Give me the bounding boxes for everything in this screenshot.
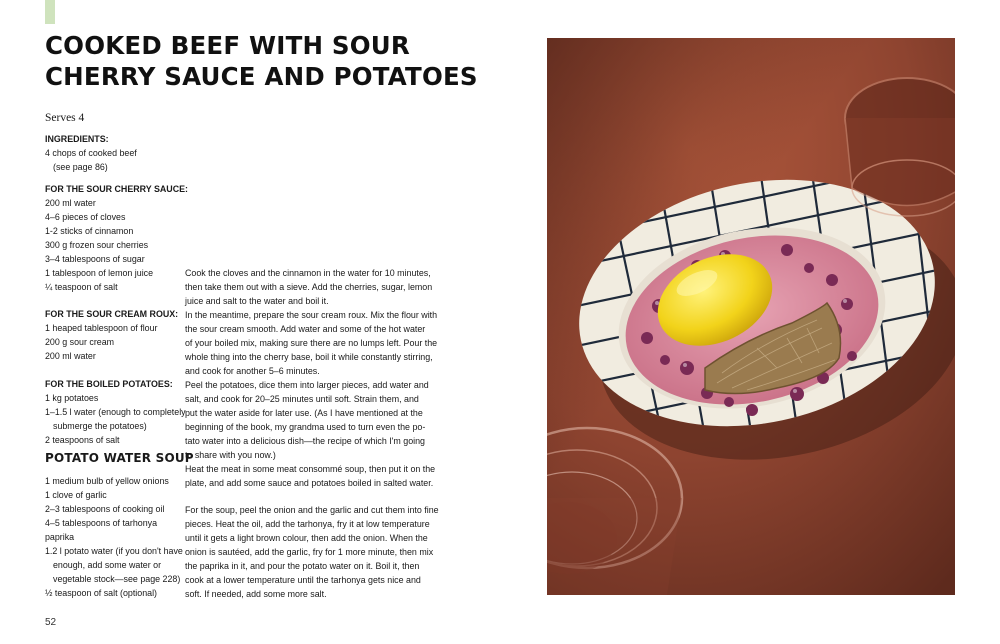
food-photo-illustration: [547, 38, 955, 595]
method-line: pieces. Heat the oil, add the tarhonya, fry it at low temperature: [185, 519, 430, 529]
method-line: of your boiled mix, making sure there are no lumps left. Pour the: [185, 338, 438, 348]
method-line: beginning of the book, my grandma used to turn even the po-: [185, 422, 426, 432]
ingredient-line: 1 kg potatoes: [45, 393, 99, 403]
method-line: Cook the cloves and the cinnamon in the water for 10 minutes,: [185, 268, 431, 278]
ingredient-line: ½ teaspoon of salt (optional): [45, 588, 157, 598]
ingredient-line: 4 chops of cooked beef: [45, 148, 137, 158]
soup-ingredients-group: [45, 474, 185, 600]
ingredient-line: 200 ml water: [45, 351, 96, 361]
potatoes-heading: FOR THE BOILED POTATOES:: [45, 379, 173, 389]
ingredient-line: submerge the potatoes): [53, 421, 147, 431]
method-line: until it gets a light brown colour, then add the onion. When the: [185, 533, 428, 543]
method-line: Heat the meat in some meat consommé soup, then put it on the: [185, 464, 436, 474]
ingredient-line: ¼ teaspoon of salt: [45, 282, 118, 292]
sauce-heading: FOR THE SOUR CHERRY SAUCE:: [45, 184, 188, 194]
title-line: COOKED BEEF WITH SOUR: [45, 31, 410, 60]
roux-heading: FOR THE SOUR CREAM ROUX:: [45, 309, 179, 319]
method-line: put the water aside for later use. (As I have mentioned at the: [185, 408, 423, 418]
serves-label: Serves 4: [45, 112, 85, 124]
sauce-ingredients-group: [45, 182, 188, 294]
method-line: For the soup, peel the onion and the garlic and cut them into fine: [185, 505, 439, 515]
ingredient-line: 1–1.5 l water (enough to completely: [45, 407, 186, 417]
ingredient-line: 2–3 tablespoons of cooking oil: [45, 504, 165, 514]
method-line: the paprika in it, and pour the potato water on it. Boil it, then: [185, 561, 420, 571]
food-photo: [547, 38, 955, 595]
soup-heading: POTATO WATER SOUP: [45, 451, 194, 465]
method-line: and cook for another 5–6 minutes.: [185, 366, 320, 376]
ingredient-line: 4–6 pieces of cloves: [45, 212, 126, 222]
ingredient-line: 1 tablespoon of lemon juice: [45, 268, 154, 278]
method-text: [185, 266, 460, 490]
ingredient-line: 1 clove of garlic: [45, 490, 107, 500]
ingredient-line: 1.2 l potato water (if you don't have: [45, 546, 183, 556]
ingredient-line: vegetable stock—see page 228): [53, 574, 181, 584]
page-number: 52: [45, 617, 57, 628]
ingredient-line: 1 medium bulb of yellow onions: [45, 476, 169, 486]
ingredient-line: (see page 86): [53, 162, 108, 172]
roux-ingredients-group: [45, 307, 185, 363]
method-line: whole thing into the cherry base, boil it while constantly stirring,: [185, 352, 433, 362]
method-line: plate, and add some sauce and potatoes boiled in salted water.: [185, 478, 434, 488]
method-line: cook at a lower temperature until the tarhonya gets nice and: [185, 575, 421, 585]
title-line: CHERRY SAUCE AND POTATOES: [45, 62, 478, 91]
method-line: Peel the potatoes, dice them into larger pieces, add water and: [185, 380, 429, 390]
ingredient-line: 1 heaped tablespoon of flour: [45, 323, 158, 333]
method-line: juice and salt to the water and boil it.: [185, 296, 329, 306]
soup-method-text: [185, 503, 460, 601]
section-color-tab: [45, 0, 55, 24]
ingredient-line: paprika: [45, 532, 75, 542]
method-line: the sour cream smooth. Add water and some of the hot water: [185, 324, 426, 334]
method-line: salt, and cook for 20–25 minutes until soft. Strain them, and: [185, 394, 419, 404]
potato-ingredients-group: [45, 377, 185, 447]
ingredient-line: 300 g frozen sour cherries: [45, 240, 149, 250]
recipe-title: [45, 30, 515, 92]
ingredient-line: 3–4 tablespoons of sugar: [45, 254, 145, 264]
ingredient-line: 1-2 sticks of cinnamon: [45, 226, 134, 236]
method-line: onion is sautéed, add the garlic, fry for 1 more minute, then mix: [185, 547, 434, 557]
ingredient-line: enough, add some water or: [53, 560, 162, 570]
ingredients-group: [45, 132, 185, 174]
ingredient-line: 200 ml water: [45, 198, 96, 208]
ingredient-line: 200 g sour cream: [45, 337, 115, 347]
method-line: soft. If needed, add some more salt.: [185, 589, 327, 599]
method-line: tato water into a delicious dish—the recipe of which I'm going: [185, 436, 425, 446]
ingredients-heading: INGREDIENTS:: [45, 134, 109, 144]
method-line: to share with you now.): [185, 450, 276, 460]
ingredient-line: 4–5 tablespoons of tarhonya: [45, 518, 158, 528]
method-line: then take them out with a sieve. Add the cherries, sugar, lemon: [185, 282, 433, 292]
ingredient-line: 2 teaspoons of salt: [45, 435, 120, 445]
method-line: In the meantime, prepare the sour cream roux. Mix the flour with: [185, 310, 438, 320]
